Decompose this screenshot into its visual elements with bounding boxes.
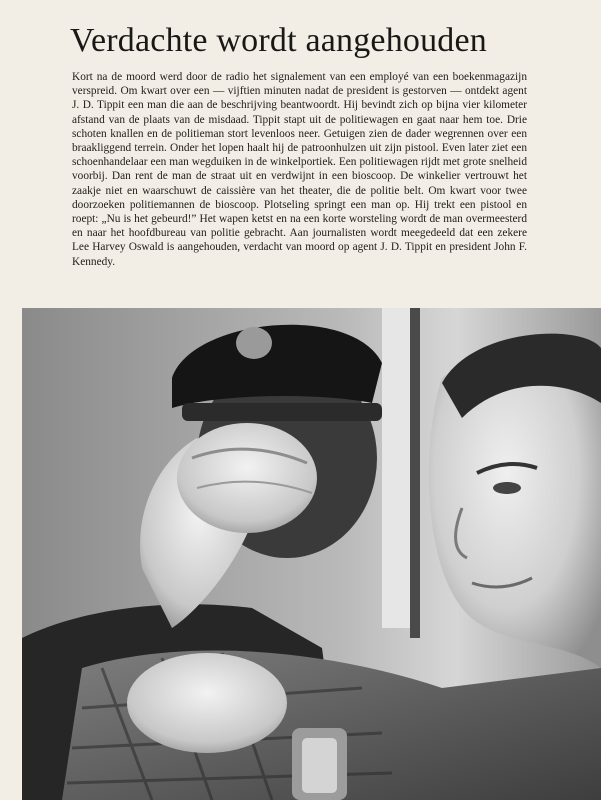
photo-illustration [22,308,601,800]
article-body: Kort na de moord werd door de radio het signalement van een employé van een boekenmagazijn verspreid. Om kwart over een — vijftien minuten nadat de president is gestorven — ontdekt agent J. D. Tippit een man die aan de beschrijving beantwoordt. Hij bevindt zich op bijna vier kilometer afstand van de plaats van de misdaad. Tippit stapt uit de politiewagen en gaat naar hem toe. Drie schoten knallen en de politieman stort levenloos neer. Getuigen zien de dader wegrennen over een braakliggend terrein. Onder het lopen haalt hij de patroonhulzen uit zijn pistool. Even later ziet een schoenhandelaar een man wegduiken in de winkelportiek. Een politiewagen rijdt met grote snelheid voorbij. Dan rent de man de straat uit en verdwijnt in een bioscoop. De winkelier vertrouwt het zaakje niet en waarschuwt de caissière van het theater, die de politie belt. Om kwart voor twee doorzoeken politiemannen de bioscoop. Plotseling springt een man op. Hij trekt een pistool en roept: „Nu is het gebeurd!” Het wapen ketst en na een korte worsteling wordt de man overmeesterd en naar het hoofdbureau van politie gebracht. Aan journalisten wordt meegedeeld dat een zekere Lee Harvey Oswald is aangehouden, verdacht van moord op agent J. D. Tippit en president John F. Kennedy. [72,71,527,268]
arrest-photo [22,308,601,800]
article-headline: Verdachte wordt aangehouden [70,22,488,59]
